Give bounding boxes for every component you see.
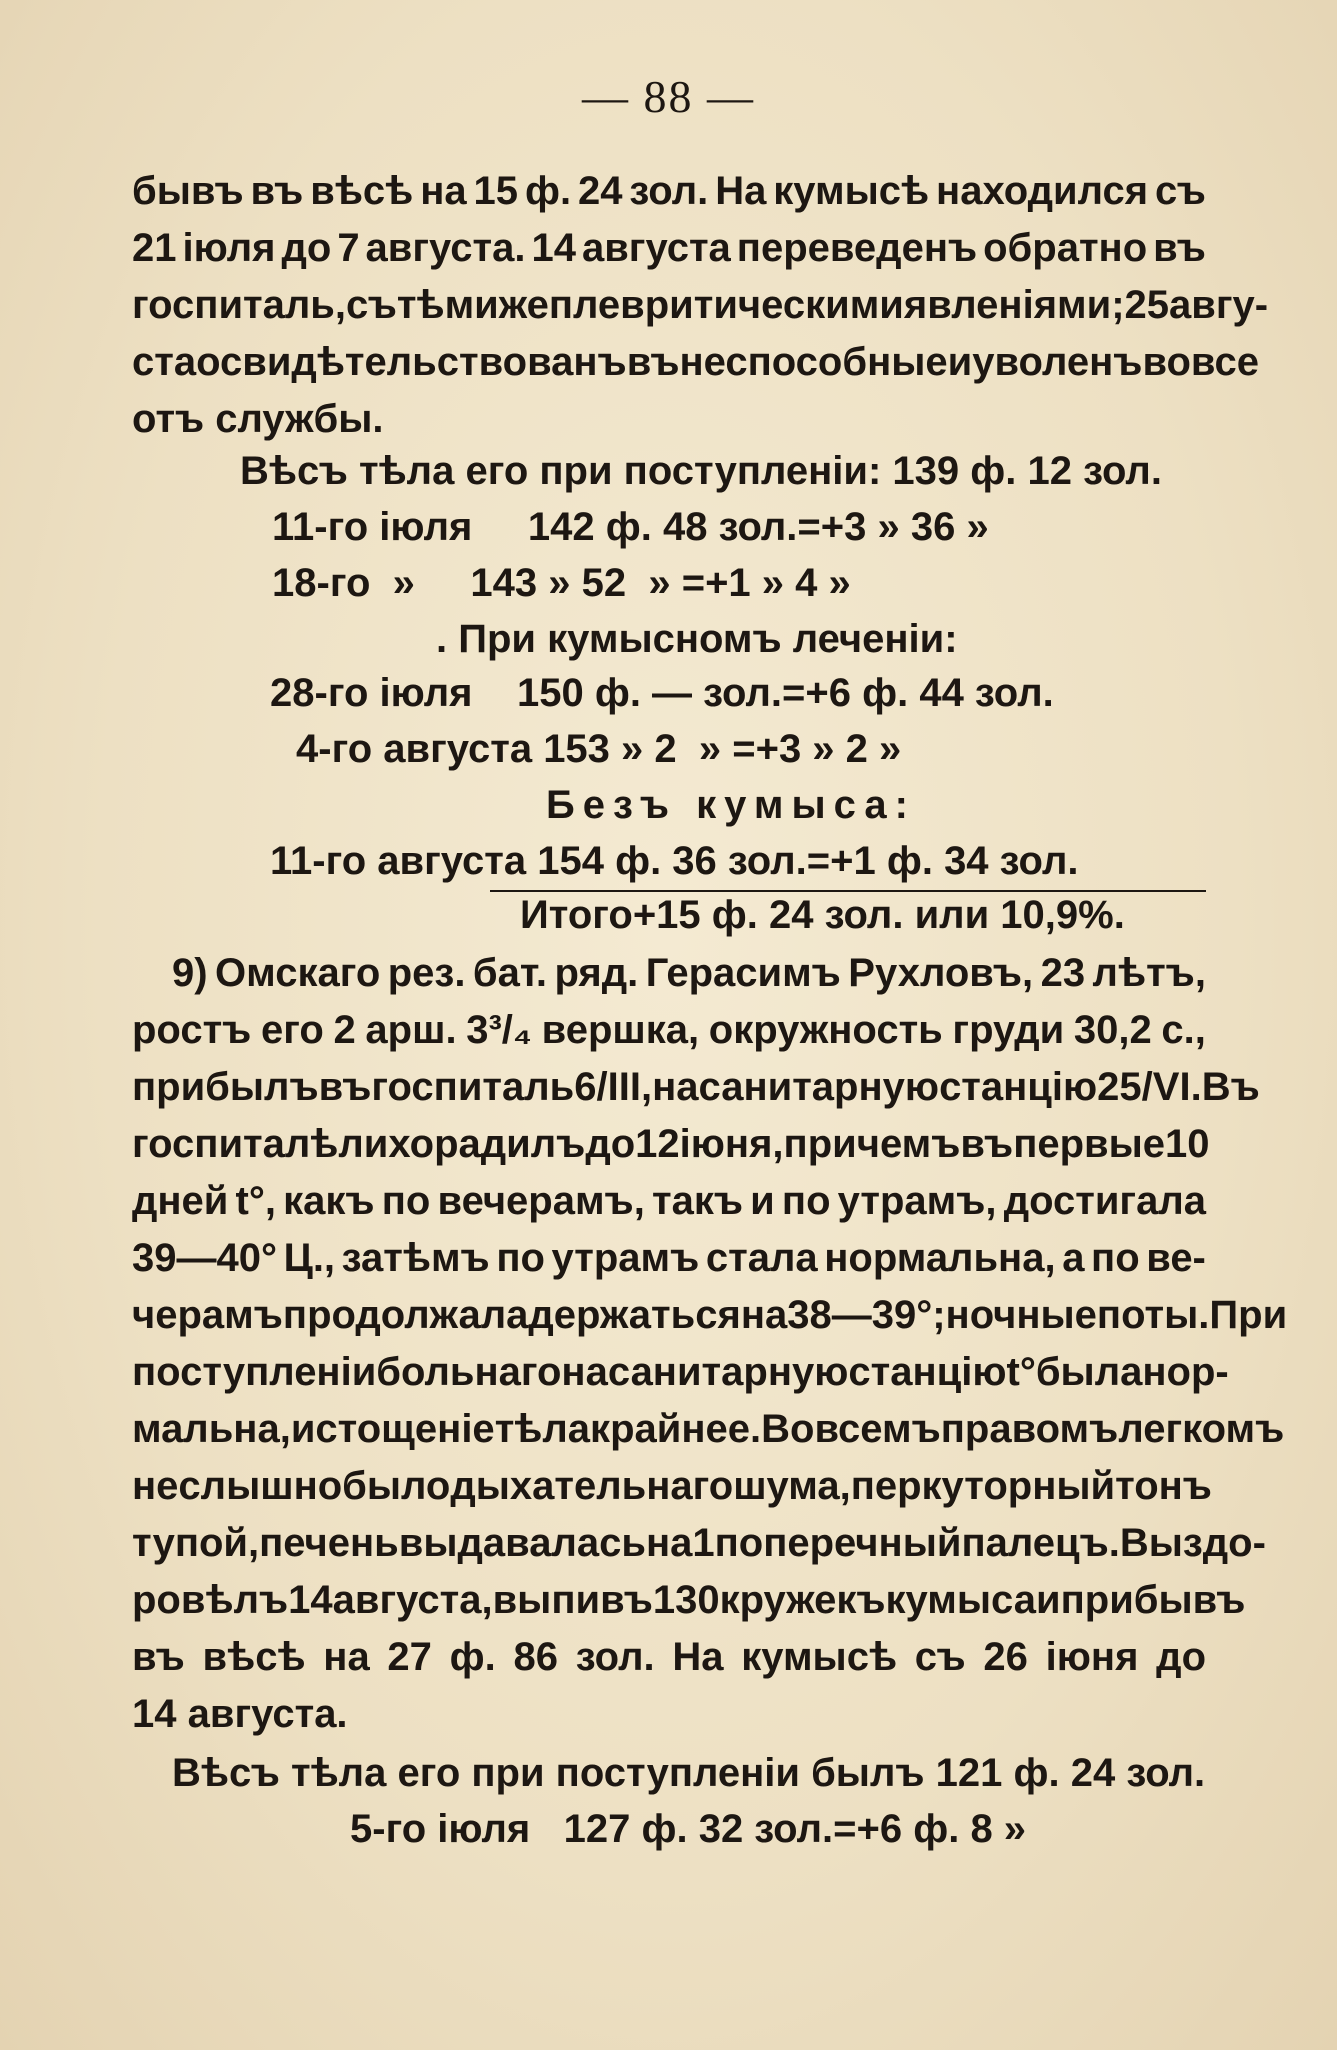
- word: на: [645, 1521, 693, 1565]
- word: зол.: [629, 169, 709, 213]
- word: же: [498, 283, 549, 327]
- word: 130: [652, 1578, 720, 1622]
- word: черамъ: [132, 1293, 283, 1337]
- word: 24: [578, 169, 623, 213]
- word: а: [1062, 1236, 1085, 1280]
- word: кумысѣ: [741, 1635, 898, 1679]
- word: мальна,: [132, 1407, 291, 1451]
- weight-row: 5-го іюля 127 ф. 32 зол.=+6 ф. 8 »: [350, 1807, 1027, 1851]
- word: лѣтъ,: [1092, 951, 1206, 995]
- word: не: [132, 1464, 179, 1508]
- text-line: отъ службы.: [132, 397, 384, 441]
- word: его: [261, 1008, 324, 1052]
- weight-header: Вѣсъ тѣла его при поступленіи былъ 121 ф. 24 зол.: [172, 1751, 1206, 1795]
- word: зол.: [575, 1635, 655, 1679]
- word: тѣми: [396, 283, 499, 327]
- word: на: [652, 1065, 699, 1109]
- word: ночные: [945, 1293, 1097, 1337]
- word: августа,: [332, 1578, 493, 1622]
- word: на: [561, 1350, 608, 1394]
- text-line: [132, 1406, 1285, 1452]
- word: На: [715, 169, 767, 213]
- word: по: [496, 1236, 545, 1280]
- word: шума,: [733, 1464, 851, 1508]
- word: поперечный: [714, 1521, 962, 1565]
- text-line: [132, 225, 1206, 271]
- word: Герасимъ: [645, 951, 841, 995]
- word: на: [740, 1293, 788, 1337]
- word: обратно: [983, 226, 1148, 270]
- word: въ: [1153, 226, 1206, 270]
- word: 21: [132, 226, 177, 270]
- word: съ: [345, 283, 397, 327]
- word: такъ: [651, 1179, 743, 1223]
- word: была: [1035, 1350, 1143, 1394]
- weight-subheading: . При кумысномъ леченіи:: [436, 617, 958, 661]
- word: На: [672, 1635, 724, 1679]
- word: прибылъ: [132, 1065, 319, 1109]
- word: на: [420, 169, 467, 213]
- text-line: [132, 1463, 1212, 1509]
- text-line: [132, 1634, 1206, 1680]
- text-line: [132, 1007, 1206, 1053]
- word: и: [947, 340, 973, 384]
- word: окружность: [708, 1008, 943, 1052]
- page-number: — 88 —: [582, 71, 755, 122]
- word: по: [781, 1179, 831, 1223]
- word: Рухловъ,: [848, 951, 1034, 995]
- word: госпиталѣ: [132, 1122, 339, 1166]
- word: выдавалась: [398, 1521, 646, 1565]
- word: t°,: [235, 1179, 276, 1223]
- word: тѣла: [494, 1407, 591, 1451]
- word: продолжала: [282, 1293, 529, 1337]
- word: съ: [914, 1635, 966, 1679]
- word: августа: [581, 226, 731, 270]
- word: больнаго: [376, 1350, 562, 1394]
- text-line: [132, 1235, 1206, 1281]
- word: и: [750, 1179, 775, 1223]
- word: вѣсѣ: [310, 169, 414, 213]
- word: Омскаго: [215, 951, 381, 995]
- word: съ: [1154, 169, 1206, 213]
- word: плевритическими: [548, 283, 904, 327]
- text-line: [132, 1121, 1210, 1167]
- word: 27: [387, 1635, 432, 1679]
- word: всемъ: [814, 1407, 941, 1451]
- word: ф.: [524, 169, 572, 213]
- word: бывъ: [132, 169, 244, 213]
- word: с.,: [1161, 1008, 1206, 1052]
- word: 86: [513, 1635, 559, 1679]
- word: тупой,: [132, 1521, 260, 1565]
- word: 15: [473, 169, 519, 213]
- word: Во: [761, 1407, 815, 1451]
- word: въ: [626, 340, 680, 384]
- word: санитарную: [698, 1065, 940, 1109]
- word: тонъ: [1115, 1464, 1212, 1508]
- word: Выздо-: [1119, 1521, 1266, 1565]
- word: находился: [936, 169, 1149, 213]
- word: въ: [960, 1122, 1014, 1166]
- word: слышно: [178, 1464, 343, 1508]
- word: переведенъ: [736, 226, 978, 270]
- text-line: [132, 168, 1206, 214]
- word: 3³/₄: [466, 1008, 532, 1052]
- text-line: [172, 950, 1206, 996]
- word: правомъ: [940, 1407, 1119, 1451]
- word: держаться: [528, 1293, 741, 1337]
- word: и: [1036, 1578, 1061, 1622]
- word: t°: [1006, 1350, 1036, 1394]
- word: было: [342, 1464, 451, 1508]
- word: 39—40°: [132, 1236, 277, 1280]
- word: іюля: [182, 226, 276, 270]
- word: станцію: [848, 1350, 1007, 1394]
- word: бат.: [472, 951, 548, 995]
- word: нормальна,: [824, 1236, 1056, 1280]
- text-line: [132, 282, 1269, 328]
- text-line: [132, 1292, 1288, 1338]
- word: легкомъ: [1118, 1407, 1285, 1451]
- text-line: [132, 1178, 1206, 1224]
- word: 1: [692, 1521, 715, 1565]
- word: 26: [983, 1635, 1028, 1679]
- word: ростъ: [132, 1008, 252, 1052]
- word: явленіями;: [903, 283, 1125, 327]
- word: 2: [333, 1008, 356, 1052]
- word: какъ: [283, 1179, 375, 1223]
- word: лихорадилъ: [338, 1122, 586, 1166]
- word: затѣмъ: [341, 1236, 490, 1280]
- weight-row: 18-го » 143 » 52 » =+1 » 4 »: [272, 561, 851, 605]
- weight-row: 11-го іюля 142 ф. 48 зол.=+3 » 36 »: [272, 505, 989, 549]
- text-line: [132, 1577, 1246, 1623]
- text-line: [132, 1520, 1266, 1566]
- word: арш.: [365, 1008, 457, 1052]
- word: 9): [172, 951, 208, 995]
- word: перкуторный: [850, 1464, 1116, 1508]
- word: до: [1156, 1635, 1206, 1679]
- word: 30,2: [1073, 1008, 1152, 1052]
- word: ровѣлъ: [132, 1578, 289, 1622]
- word: авгу-: [1169, 283, 1269, 327]
- word: крайнее.: [590, 1407, 762, 1451]
- word: дыхательнаго: [450, 1464, 734, 1508]
- word: іюня: [1045, 1635, 1139, 1679]
- word: вершка,: [541, 1008, 700, 1052]
- word: 10: [1165, 1122, 1210, 1166]
- word: утрамъ,: [837, 1179, 997, 1223]
- word: санитарную: [607, 1350, 849, 1394]
- word: по: [1091, 1236, 1140, 1280]
- word: Въ: [1201, 1065, 1260, 1109]
- weight-total: Итого+15 ф. 24 зол. или 10,9%.: [520, 893, 1125, 937]
- word: до: [281, 226, 332, 270]
- weight-header: Вѣсъ тѣла его при поступленіи: 139 ф. 12 зол.: [240, 449, 1162, 493]
- word: стала: [705, 1236, 818, 1280]
- text-line: [132, 1064, 1260, 1110]
- text-line: [132, 1349, 1229, 1395]
- word: неспособные: [679, 340, 948, 384]
- word: ве-: [1146, 1236, 1206, 1280]
- word: кумысѣ: [773, 169, 930, 213]
- weight-row: 4-го августа 153 » 2 » =+3 » 2 »: [296, 727, 902, 771]
- word: на: [323, 1635, 370, 1679]
- word: дней: [132, 1179, 229, 1223]
- word: груди: [952, 1008, 1065, 1052]
- word: чемъ: [856, 1122, 961, 1166]
- word: въ: [132, 1635, 185, 1679]
- word: палецъ.: [961, 1521, 1120, 1565]
- word: достигала: [1003, 1179, 1206, 1223]
- word: госпиталь: [371, 1065, 575, 1109]
- word: Ц.,: [283, 1236, 336, 1280]
- word: поты.: [1096, 1293, 1210, 1337]
- word: по: [381, 1179, 431, 1223]
- word: кумыса: [885, 1578, 1036, 1622]
- word: выпивъ: [492, 1578, 653, 1622]
- word: печень: [259, 1521, 399, 1565]
- word: 38—39°;: [787, 1293, 946, 1337]
- word: станцію: [939, 1065, 1098, 1109]
- word: уволенъ: [972, 340, 1143, 384]
- word: въ: [250, 169, 304, 213]
- word: при: [783, 1122, 857, 1166]
- word: 6/III,: [574, 1065, 653, 1109]
- text-line: 14 августа.: [132, 1692, 348, 1736]
- word: 7: [337, 226, 360, 270]
- word: рез.: [387, 951, 466, 995]
- word: первые: [1013, 1122, 1166, 1166]
- word: поступленіи: [132, 1350, 377, 1394]
- word: 14: [288, 1578, 333, 1622]
- word: прибывъ: [1060, 1578, 1246, 1622]
- word: нор-: [1142, 1350, 1229, 1394]
- word: 23: [1040, 951, 1086, 995]
- word: вовсе: [1142, 340, 1260, 384]
- word: 14: [531, 226, 576, 270]
- word: истощеніе: [290, 1407, 495, 1451]
- word: августа.: [365, 226, 526, 270]
- word: кружекъ: [719, 1578, 886, 1622]
- word: іюня,: [679, 1122, 784, 1166]
- word: вечерамъ,: [437, 1179, 645, 1223]
- word: ста: [132, 340, 197, 384]
- word: ф.: [449, 1635, 496, 1679]
- word: 25: [1124, 283, 1170, 327]
- word: до: [585, 1122, 636, 1166]
- word: освидѣтельствованъ: [196, 340, 627, 384]
- weight-row: 28-го іюля 150 ф. — зол.=+6 ф. 44 зол.: [270, 671, 1054, 715]
- weight-row: 11-го августа 154 ф. 36 зол.=+1 ф. 34 зол.: [270, 839, 1079, 883]
- word: въ: [318, 1065, 372, 1109]
- word: ряд.: [554, 951, 639, 995]
- word: госпиталь,: [132, 283, 346, 327]
- word: вѣсѣ: [202, 1635, 306, 1679]
- weight-subheading: Безъ кумыса:: [546, 783, 916, 827]
- word: При: [1209, 1293, 1288, 1337]
- word: утрамъ: [551, 1236, 700, 1280]
- word: 12: [635, 1122, 680, 1166]
- word: 25/VI.: [1097, 1065, 1202, 1109]
- text-line: [132, 339, 1260, 385]
